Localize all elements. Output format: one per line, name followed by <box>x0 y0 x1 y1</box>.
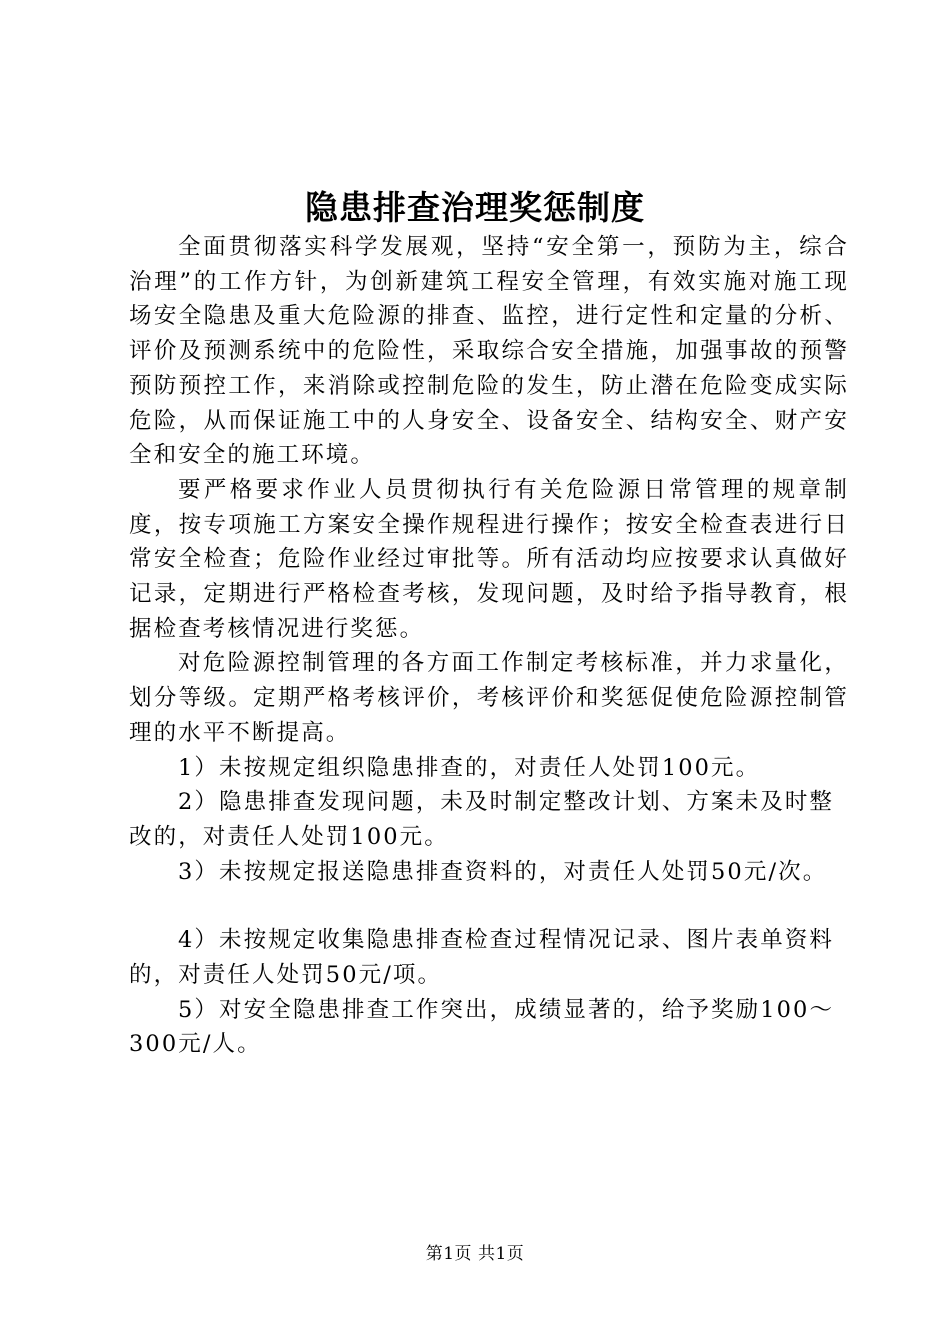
rule-item-2: 2）隐患排查发现问题，未及时制定整改计划、方案未及时整改的，对责任人处罚100元。 <box>129 789 835 850</box>
document-title: 隐患排查治理奖惩制度 <box>305 188 645 227</box>
page-footer: 第1页 共1页 <box>425 1244 525 1264</box>
rule-item-4: 4）未按规定收集隐患排查检查过程情况记录、图片表单资料的，对责任人处罚50元/项。 <box>129 927 835 989</box>
paragraph-policy: 全面贯彻落实科学发展观，坚持“安全第一，预防为主，综合治理”的工作方针，为创新建筑工程安全管理，有效实施对施工现场安全隐患及重大危险源的排查、监控，进行定性和定量的分析、评价及预测系统中的危险性，采取综合安全措施，加强事故的预警预防预控工作，来消除或控制危险的发生，防止潜在危险变成实际危险，从而保证施工中的人身安全、设备安全、结构安全、财产安全和安全的施工环境。 <box>129 234 849 469</box>
paragraph-assessment: 对危险源控制管理的各方面工作制定考核标准，并力求量化，划分等级。定期严格考核评价，考核评价和奖惩促使危险源控制管理的水平不断提高。 <box>129 650 849 746</box>
rule-item-5: 5）对安全隐患排查工作突出，成绩显著的，给予奖励100～300元/人。 <box>129 996 835 1058</box>
rule-item-3: 3）未按规定报送隐患排查资料的，对责任人处罚50元/次。 <box>178 858 828 885</box>
document-body <box>129 230 849 1062</box>
paragraph-requirements: 要严格要求作业人员贯彻执行有关危险源日常管理的规章制度，按专项施工方案安全操作规程进行操作；按安全检查表进行日常安全检查；危险作业经过审批等。所有活动均应按要求认真做好记录，定期进行严格检查考核，发现问题，及时给予指导教育，根据检查考核情况进行奖惩。 <box>129 476 849 642</box>
blank-line <box>129 889 849 923</box>
rule-item-1: 1）未按规定组织隐患排查的，对责任人处罚100元。 <box>178 754 761 781</box>
